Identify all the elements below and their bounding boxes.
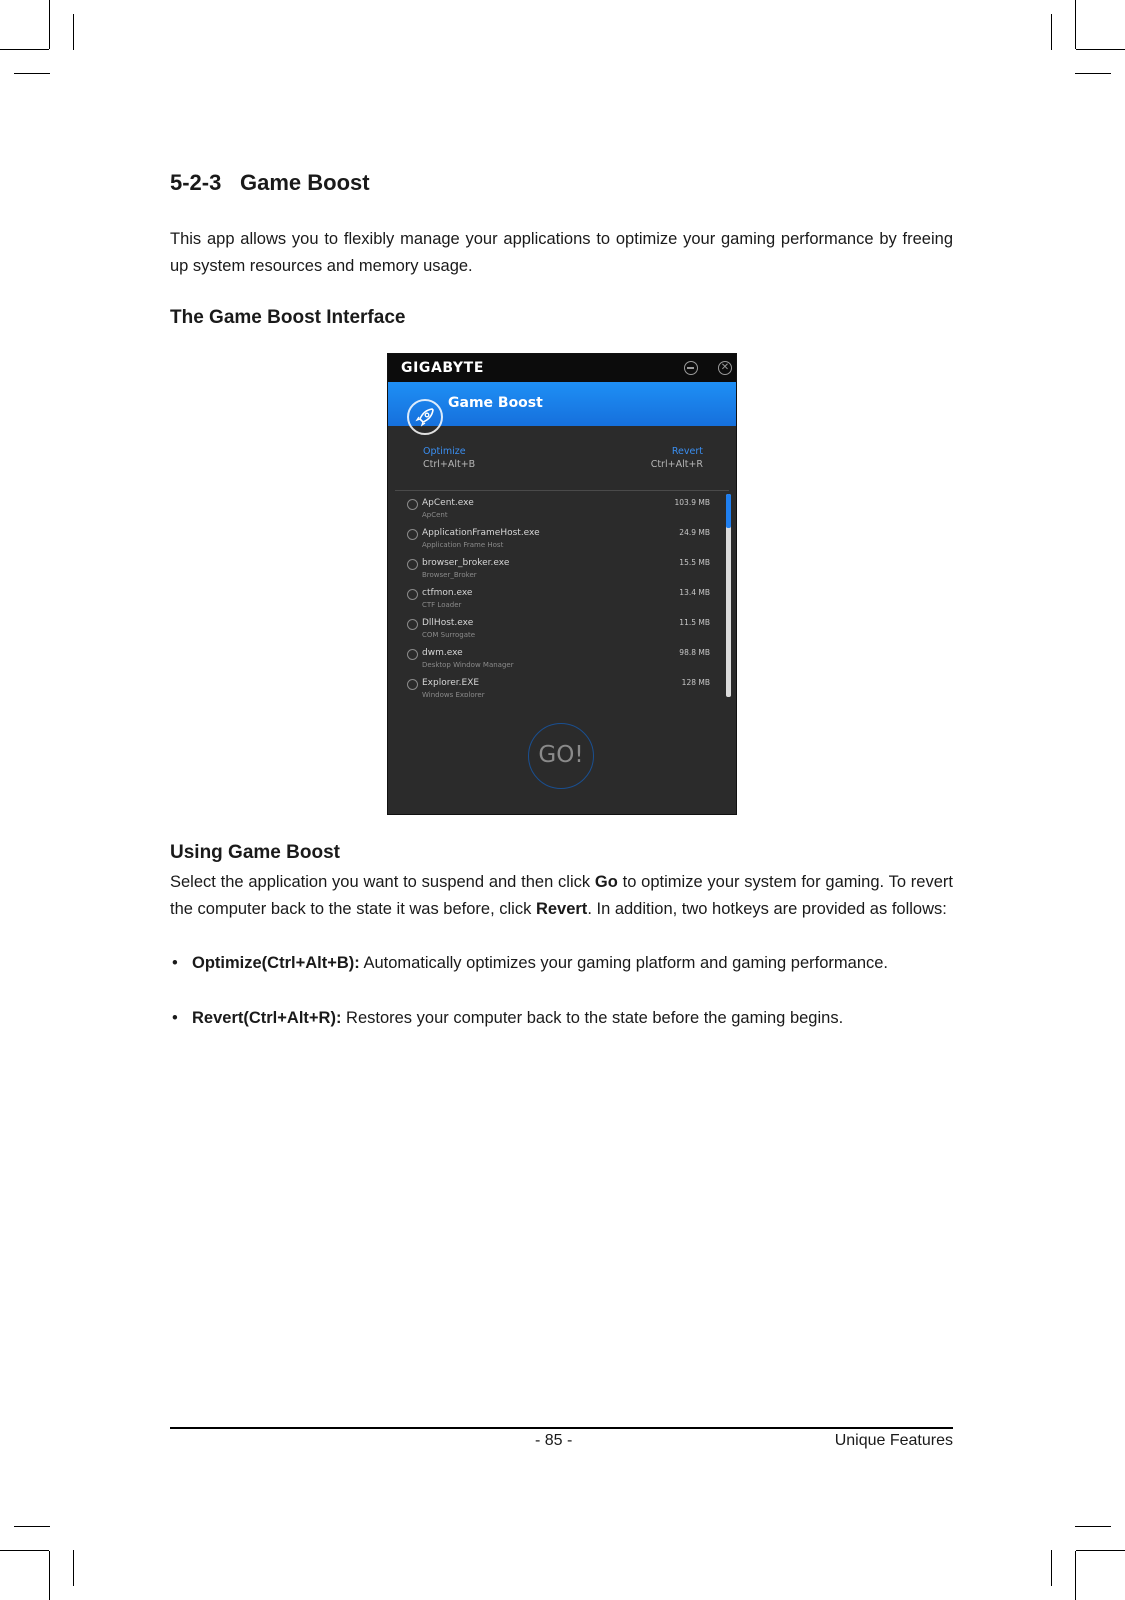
process-description: Browser_Broker: [422, 571, 477, 579]
crop-mark: [1075, 73, 1111, 74]
revert-label[interactable]: Revert: [671, 446, 703, 457]
using-paragraph: [170, 869, 953, 923]
go-keyword: Go: [594, 873, 618, 891]
bullet-term: Optimize(Ctrl+Alt+B):: [192, 954, 360, 972]
process-description: COM Surrogate: [422, 631, 476, 639]
crop-mark: [14, 73, 50, 74]
page-number: - 85 -: [535, 1432, 573, 1449]
gigabyte-logo: GIGABYTE: [401, 360, 484, 376]
using-heading: Using Game Boost: [170, 842, 340, 863]
revert-key: Ctrl+Alt+R: [650, 459, 703, 470]
bullet-term: Revert(Ctrl+Alt+R):: [192, 1009, 342, 1027]
process-description: Windows Explorer: [422, 691, 485, 697]
process-name: ApplicationFrameHost.exe: [422, 528, 540, 538]
interface-heading: The Game Boost Interface: [170, 307, 406, 328]
section-name: Game Boost: [240, 170, 370, 195]
radio-button[interactable]: [407, 499, 418, 510]
list-item[interactable]: [395, 524, 725, 554]
process-name: dwm.exe: [422, 648, 463, 658]
list-item[interactable]: [395, 554, 725, 584]
crop-mark: [1075, 1526, 1111, 1527]
process-memory: 13.4 MB: [679, 588, 710, 597]
bullet-text: Restores your computer back to the state before the gaming begins.: [341, 1009, 844, 1027]
close-icon[interactable]: ✕: [718, 361, 732, 375]
using-text-3: . In addition, two hotkeys are provided as follows:: [587, 900, 947, 918]
crop-mark: [1051, 1550, 1052, 1586]
bullet-text: Automatically optimizes your gaming platform and gaming performance.: [359, 954, 889, 972]
process-list: [395, 494, 725, 697]
section-number: 5-2-3: [170, 170, 222, 195]
list-item[interactable]: [395, 614, 725, 644]
bullet-dot: •: [172, 954, 178, 972]
crop-mark: [1076, 1550, 1125, 1551]
intro-paragraph: This app allows you to flexibly manage your applications to optimize your gaming performance by freeing up system resources and memory usage.: [170, 230, 953, 275]
process-memory: 98.8 MB: [679, 648, 710, 657]
crop-mark: [14, 1526, 50, 1527]
crop-mark: [0, 1550, 49, 1551]
radio-button[interactable]: [407, 529, 418, 540]
revert-keyword: Revert: [535, 900, 588, 918]
list-item[interactable]: [395, 644, 725, 674]
crop-mark: [73, 1550, 74, 1586]
process-name: browser_broker.exe: [422, 558, 510, 568]
process-name: ApCent.exe: [422, 498, 474, 508]
process-memory: 103.9 MB: [674, 498, 710, 507]
process-description: Application Frame Host: [422, 541, 504, 549]
using-text-1: Select the application you want to suspend and then click: [170, 873, 595, 891]
using-text-2: to optimize your system for gaming. To revert the computer back to the state it was before, click: [170, 873, 953, 918]
title-bar: [388, 354, 736, 382]
radio-button[interactable]: [407, 679, 418, 690]
crop-mark: [0, 49, 49, 50]
radio-button[interactable]: [407, 589, 418, 600]
section-title: [170, 170, 370, 196]
crop-mark: [49, 0, 50, 49]
radio-button[interactable]: [407, 649, 418, 660]
optimize-label[interactable]: Optimize: [423, 446, 466, 457]
radio-button[interactable]: [407, 559, 418, 570]
crop-mark: [1051, 14, 1052, 50]
app-title: Game Boost: [448, 395, 543, 411]
process-memory: 15.5 MB: [679, 558, 710, 567]
optimize-hotkey[interactable]: [423, 446, 475, 470]
go-button[interactable]: GO!: [528, 723, 594, 789]
list-item[interactable]: [395, 494, 725, 524]
optimize-key: Ctrl+Alt+B: [423, 459, 476, 470]
process-name: DllHost.exe: [422, 618, 474, 628]
crop-mark: [1075, 0, 1076, 49]
rocket-icon: [407, 399, 443, 435]
list-item[interactable]: [395, 584, 725, 614]
minimize-icon[interactable]: [684, 361, 698, 375]
footer-rule: [170, 1427, 953, 1429]
process-name: Explorer.EXE: [422, 678, 480, 688]
process-memory: 128 MB: [681, 678, 710, 687]
process-description: ApCent: [422, 511, 448, 519]
radio-button[interactable]: [407, 619, 418, 630]
divider: [395, 490, 729, 491]
bullet-dot: •: [172, 1009, 178, 1027]
process-description: CTF Loader: [422, 601, 462, 609]
crop-mark: [49, 1551, 50, 1600]
crop-mark: [73, 14, 74, 50]
revert-hotkey[interactable]: [651, 446, 703, 470]
process-description: Desktop Window Manager: [422, 661, 514, 669]
scrollbar-thumb[interactable]: [726, 494, 731, 528]
chapter-name: Unique Features: [834, 1432, 953, 1449]
process-name: ctfmon.exe: [422, 588, 473, 598]
process-memory: 11.5 MB: [679, 618, 710, 627]
process-memory: 24.9 MB: [679, 528, 710, 537]
list-item[interactable]: [395, 674, 725, 697]
crop-mark: [1076, 49, 1125, 50]
game-boost-window: [387, 353, 737, 815]
crop-mark: [1075, 1551, 1076, 1600]
